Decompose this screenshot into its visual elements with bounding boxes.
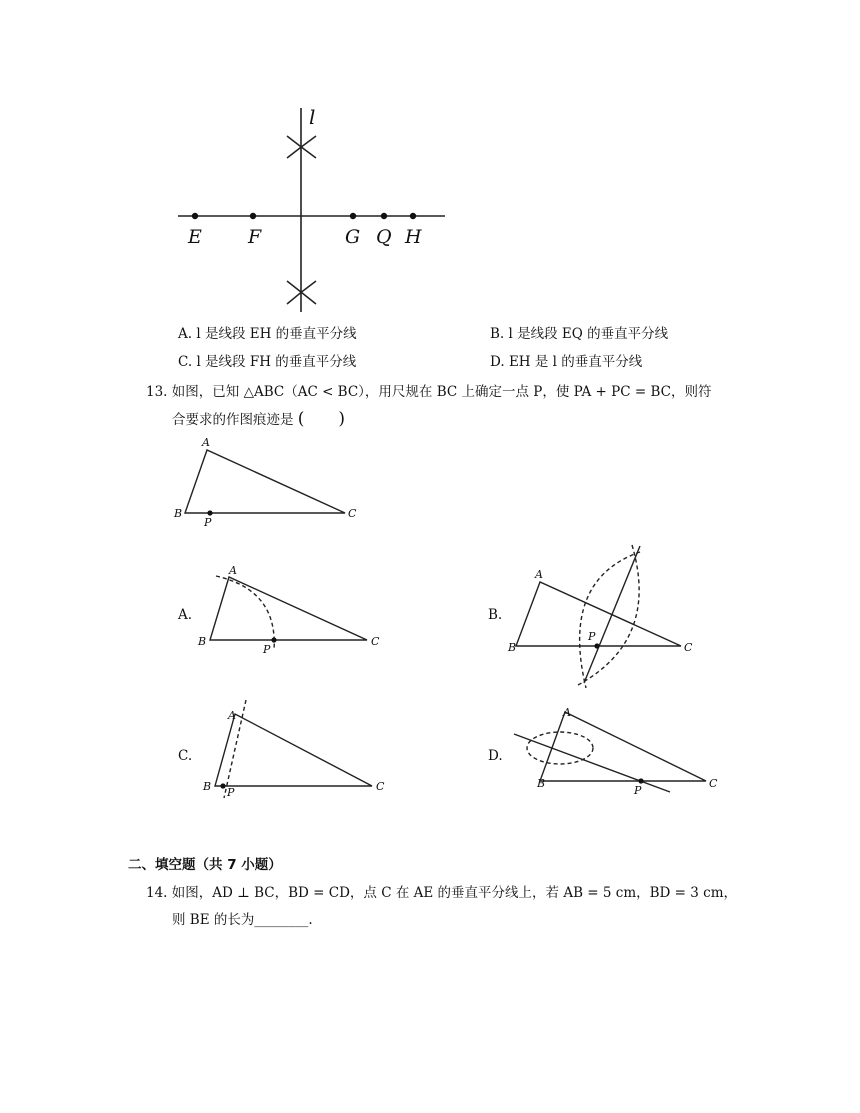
opt-d-label-p: P xyxy=(634,784,642,797)
opt-a-label-b: B xyxy=(198,635,207,648)
q12-option-a[interactable]: A. l 是线段 EH 的垂直平分线 xyxy=(178,326,357,342)
q14-text-line2[interactable]: 则 BE 的长为________. xyxy=(172,912,313,928)
q12-option-b[interactable]: B. l 是线段 EQ 的垂直平分线 xyxy=(490,326,669,342)
opt-b-label-p: P xyxy=(588,630,596,643)
q12-option-c[interactable]: C. l 是线段 FH 的垂直平分线 xyxy=(178,354,357,370)
opt-d-label-c: C xyxy=(709,777,718,790)
option-d-triangle xyxy=(540,712,706,781)
opt-c-label-p: P xyxy=(227,786,235,799)
main-label-c: C xyxy=(348,507,357,520)
option-a-arc xyxy=(216,576,274,650)
q13-number: 13. xyxy=(146,384,168,400)
q13-option-b[interactable]: B. xyxy=(488,607,503,623)
opt-a-label-p: P xyxy=(263,643,271,656)
opt-d-label-a: A xyxy=(563,706,571,719)
option-c-point-p xyxy=(220,783,225,788)
main-point-p xyxy=(207,510,212,515)
label-Q: Q xyxy=(376,226,392,248)
opt-b-label-a: A xyxy=(535,568,543,581)
point-H xyxy=(410,213,416,219)
option-b-arc-right xyxy=(578,545,639,685)
q14-text-line1: 如图，AD ⊥ BC，BD = CD，点 C 在 AE 的垂直平分线上，若 AB = 5 cm，BD = 3 cm， xyxy=(171,885,738,901)
q13-line1 xyxy=(146,383,711,401)
q13-figures xyxy=(0,430,860,830)
q12-option-d[interactable]: D. EH 是 l 的垂直平分线 xyxy=(490,354,643,370)
q14-line1 xyxy=(146,884,737,902)
q13-text-line1: 如图，已知 △ABC（AC < BC），用尺规在 BC 上确定一点 P，使 PA + PC = BC，则符 xyxy=(171,384,712,400)
q13-line2 xyxy=(172,410,345,429)
opt-c-label-c: C xyxy=(376,780,385,793)
q13-answer-paren[interactable]: ( ) xyxy=(297,409,346,429)
q13-option-a[interactable]: A. xyxy=(178,607,193,623)
opt-d-label-b: B xyxy=(537,777,546,790)
point-F xyxy=(250,213,256,219)
label-F: F xyxy=(248,226,262,248)
option-a-triangle xyxy=(210,577,367,640)
label-H: H xyxy=(405,226,422,248)
opt-b-label-c: C xyxy=(684,641,693,654)
label-l: l xyxy=(309,105,316,129)
option-c-triangle xyxy=(215,714,372,786)
section-title: 二、填空题（共 7 小题） xyxy=(128,857,282,873)
option-d-arc xyxy=(527,732,593,764)
q13-text-line2: 合要求的作图痕迹是 xyxy=(172,412,294,428)
label-G: G xyxy=(345,226,361,248)
main-label-a: A xyxy=(202,436,210,449)
option-b-triangle xyxy=(516,582,681,646)
option-b-point-p xyxy=(594,643,599,648)
main-label-b: B xyxy=(174,507,183,520)
point-E xyxy=(192,213,198,219)
option-a-point-p xyxy=(271,637,276,642)
point-Q xyxy=(381,213,387,219)
opt-b-label-b: B xyxy=(508,641,517,654)
q13-option-c[interactable]: C. xyxy=(178,748,193,764)
option-d-point-p xyxy=(638,778,643,783)
main-label-p: P xyxy=(204,516,212,529)
label-E: E xyxy=(188,226,202,248)
q14-number: 14. xyxy=(146,885,168,901)
q13-option-d[interactable]: D. xyxy=(488,748,503,764)
opt-a-label-a: A xyxy=(229,564,237,577)
q14-line2 xyxy=(172,911,313,929)
point-G xyxy=(350,213,356,219)
main-triangle xyxy=(185,450,345,513)
figure-perpendicular-line xyxy=(0,0,860,320)
opt-c-label-a: A xyxy=(228,709,236,722)
opt-a-label-c: C xyxy=(371,635,380,648)
opt-c-label-b: B xyxy=(203,780,212,793)
